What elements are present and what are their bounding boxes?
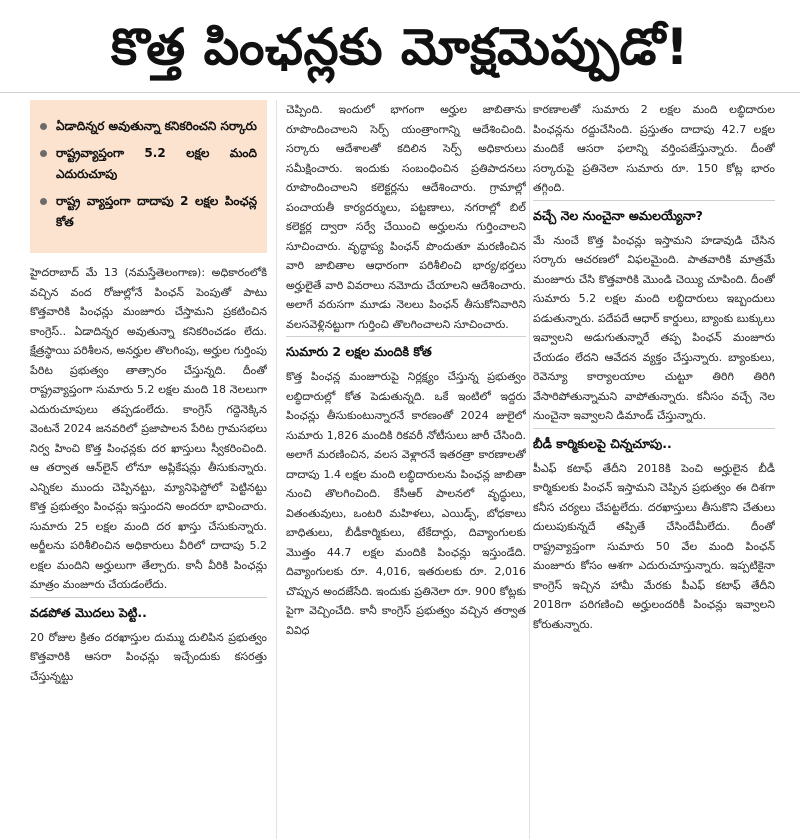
body-paragraph: పీఎఫ్ కటాఫ్ తేదీని 2018కి పెంచి అర్హులైన బీడీ కార్మికులకు పింఛన్ ఇస్తామని చెప్పిన ప్రభుత్వం ఈ దిశగా కనీస చర్యలు చేపట్టలేదు. దరఖాస్తులు తీసుకొని చేతులు దులుపుకున్నదే తప్పితే చేసిందేమీలేదు. దీంతో రాష్ట్రవ్యాప్తంగా సుమారు 50 వేల మంది పింఛన్ మంజూరు కోసం ఆశగా ఎదురుచూస్తున్నారు. ఇప్పటికైనా కాంగ్రెస్ ఇచ్చిన హామీ మేరకు పీఎఫ్ కటాఫ్ తేదీని 2018గా పరిగణించి అర్హులందరికీ పింఛన్లు ఇవ్వాలని కోరుతున్నారు. [533, 461, 775, 631]
subheading: బీడీ కార్మికులపై చిన్నచూపు.. [533, 435, 672, 451]
bullet-icon [40, 150, 47, 157]
body-paragraph: మే నుంచే కొత్త పింఛన్లు ఇస్తామని హడావుడి చేసిన సర్కారు ఆచరణలో విఫలమైంది. పాతవారికి మాత్రమే మంజూరు చేసి కొత్తవారికి మొండి చెయ్యి చూపింది. దీంతో సుమారు 5.2 లక్షల మంది లబ్ధిదారులు ఇబ్బందులు పడుతున్నారు. పదేపదే ఆధార్ కార్డులు, బ్యాంకు బుక్కులు ఇవ్వాలని అడుగుతున్నారే తప్ప పింఛన్ మంజూరు చేయడం లేదని ఆవేదన వ్యక్తం చేస్తున్నారు. బ్యాంకులు, రెవెన్యూ కార్యాలయాల చుట్టూ తిరిగి తిరిగి వేసారిపోతున్నామని వాపోతున్నారు. కనీసం వచ్చే నెల నుంచైనా ఇవ్వాలని డిమాండ్ చేస్తున్నారు. [533, 233, 775, 422]
subhead-rule [533, 428, 775, 429]
highlight-item [40, 191, 257, 233]
body-paragraph: కొత్త పింఛన్ల మంజూరుపై నిర్లక్ష్యం చేస్తున్న ప్రభుత్వం లబ్ధిదారుల్లో కోత పెడుతున్నది. ఒకే ఇంటిలో ఇద్దరు పింఛన్లు తీసుకుంటున్నారనే కారణంతో 2024 జులైలో సుమారు 1,826 మందికి రికవరీ నోటీసులు జారీ చేసింది. అలాగే మరణించిన, వలస వెళ్లారనే ఇతరత్రా కారణాలతో దాదాపు 1.4 లక్షల మంది లబ్ధిదారులను పింఛన్ల జాబితా నుంచి తొలగించింది. కేసీఆర్ పాలనలో వృద్ధులు, వితంతువులు, ఒంటరి మహిళలు, ఎయిడ్స్, బోధకాలు బాధితులు, బీడీకార్మికులు, టేకేదార్లు, దివ్యాంగులకు మొత్తం 44.7 లక్షల మందికి పింఛన్లు ఇస్తుండేది. దివ్యాంగులకు రూ. 4,016, ఇతరులకు రూ. 2,016 చొప్పున అందజేసేది. ఇందుకు ప్రతినెలా రూ. 900 కోట్లకు పైగా వెచ్చించేది. కానీ కాంగ్రెస్ ప్రభుత్వం వచ్చిన తర్వాత వివిధ [286, 370, 526, 637]
subhead-rule [30, 597, 267, 598]
highlight-text: రాష్ట్రవ్యాప్తంగా 5.2 లక్షల మంది ఎదురుచూపు [56, 146, 257, 181]
column-divider [276, 100, 277, 839]
highlight-item [40, 116, 257, 137]
body-paragraph: 20 రోజుల క్రితం దరఖాస్తుల దుమ్ము దులిపిన ప్రభుత్వం కొత్తవారికి ఆసరా పింఛన్లు ఇచ్చేందుకు కసరత్తు చేస్తున్నట్టు [30, 630, 267, 683]
highlight-text: ఏడాదిన్నర అవుతున్నా కనికరించని సర్కారు [56, 119, 257, 133]
column-divider [529, 100, 530, 839]
article-column-2 [286, 100, 526, 839]
subheading: వచ్చే నెల నుంచైనా అమలయ్యేనా? [533, 207, 703, 223]
article-column-3 [533, 100, 775, 839]
highlight-item [40, 143, 257, 185]
subheading: సుమారు 2 లక్షల మందికి కోత [286, 344, 432, 359]
headline-rule [0, 92, 800, 93]
highlight-text: రాష్ట్ర వ్యాప్తంగా దాదాపు 2 లక్షల పింఛన్ల కోత [56, 194, 257, 229]
headline: కొత్త పింఛన్లకు మోక్షమెప్పుడో! [111, 18, 689, 76]
subhead-rule [533, 200, 775, 201]
body-paragraph: కారణాలతో సుమారు 2 లక్షల మంది లబ్ధిదారుల పింఛన్లను రద్దుచేసింది. ప్రస్తుతం దాదాపు 42.7 లక్షల మందికే ఆసరా ఫలాన్ని వర్తింపజేస్తున్నారు. దీంతో సర్కారుపై ప్రతినెలా సుమారు రూ. 150 కోట్ల భారం తగ్గింది. [533, 103, 775, 194]
body-paragraph: చెప్పింది. ఇందులో భాగంగా అర్హుల జాబితాను రూపొందించాలని సెర్ప్ యంత్రాంగాన్ని ఆదేశించింది. సర్కారు ఆదేశాలతో కదిలిన సెర్ప్ అధికారులు సమీక్షించారు. ఇందుకు సంబంధించిన ప్రతిపాదనలు రూపొందించాలని కలెక్టర్లను ఆదేశించారు. గ్రామాల్లో పంచాయతీ కార్యదర్శులు, పట్టణాలు, నగరాల్లో బిల్ కలెక్టర్ల ద్వారా సర్వే చేయించి అర్హులను గుర్తించాలని సూచించారు. వృద్ధాప్య పింఛన్ పొందుతూ మరణించిన వారి జాబితాల ఆధారంగా పరిశీలించి భార్య/భర్తలు అర్హులైతే వారి వివరాలు నమోదు చేయాలని ఆదేశించారు. అలాగే వరుసగా మూడు నెలలు పింఛన్ తీసుకోనివారిని వలసవెళ్లినట్టుగా గుర్తించి తొలగించాలని సూచించారు. [286, 103, 526, 331]
bullet-icon [40, 123, 47, 130]
subheading: వడపోత మొదలు పెట్టి.. [30, 604, 147, 620]
bullet-icon [40, 198, 47, 205]
highlights-box [30, 100, 267, 253]
subhead-rule [286, 336, 526, 337]
article-column-1 [30, 100, 267, 839]
body-paragraph: హైదరాబాద్ మే 13 (నమస్తేతెలంగాణ): అధికారంలోకి వచ్చిన వంద రోజుల్లోనే పింఛన్ పెంపుతో పాటు కొత్తవారికి పింఛన్లు మంజూరు చేస్తామని ప్రకటించిన కాంగ్రెస్.. ఏడాదిన్నర అవుతున్నా కనికరించడం లేదు. క్షేత్రస్థాయి పరిశీలన, అనర్హుల తొలగింపు, అర్హుల గుర్తింపు పేరిట ప్రభుత్వం తాత్సారం చేస్తున్నది. దీంతో రాష్ట్రవ్యాప్తంగా సుమారు 5.2 లక్షల మంది 18 నెలలుగా ఎదురుచూపులు తప్పడంలేదు. కాంగ్రెస్ గద్దెనెక్కిన వెంటనే 2024 జనవరిలో ప్రజాపాలన పేరిట గ్రామసభలు నిర్వ హించి కొత్త పింఛన్లకు దర ఖాస్తులు స్వీకరించింది. ఆ తర్వాత ఆన్‌లైన్ లోనూ అప్లికేషన్లు తీసుకున్నారు. ఎన్నికల ముందు చెప్పినట్టు, మ్యానిఫెస్టోలో పెట్టినట్టు కొత్త ప్రభుత్వం పింఛన్లు ఇస్తుందని అందరూ భావించారు. సుమారు 25 లక్షల మంది దర ఖాస్తు చేసుకున్నారు. అర్జీలను పరిశీలించిన అధికారులు వీరిలో దాదాపు 5.2 లక్షల మందిని అర్హులుగా తేల్చారు. కానీ వీరికి పింఛన్లు మాత్రం మంజూరు చేయడంలేదు. [30, 266, 267, 591]
